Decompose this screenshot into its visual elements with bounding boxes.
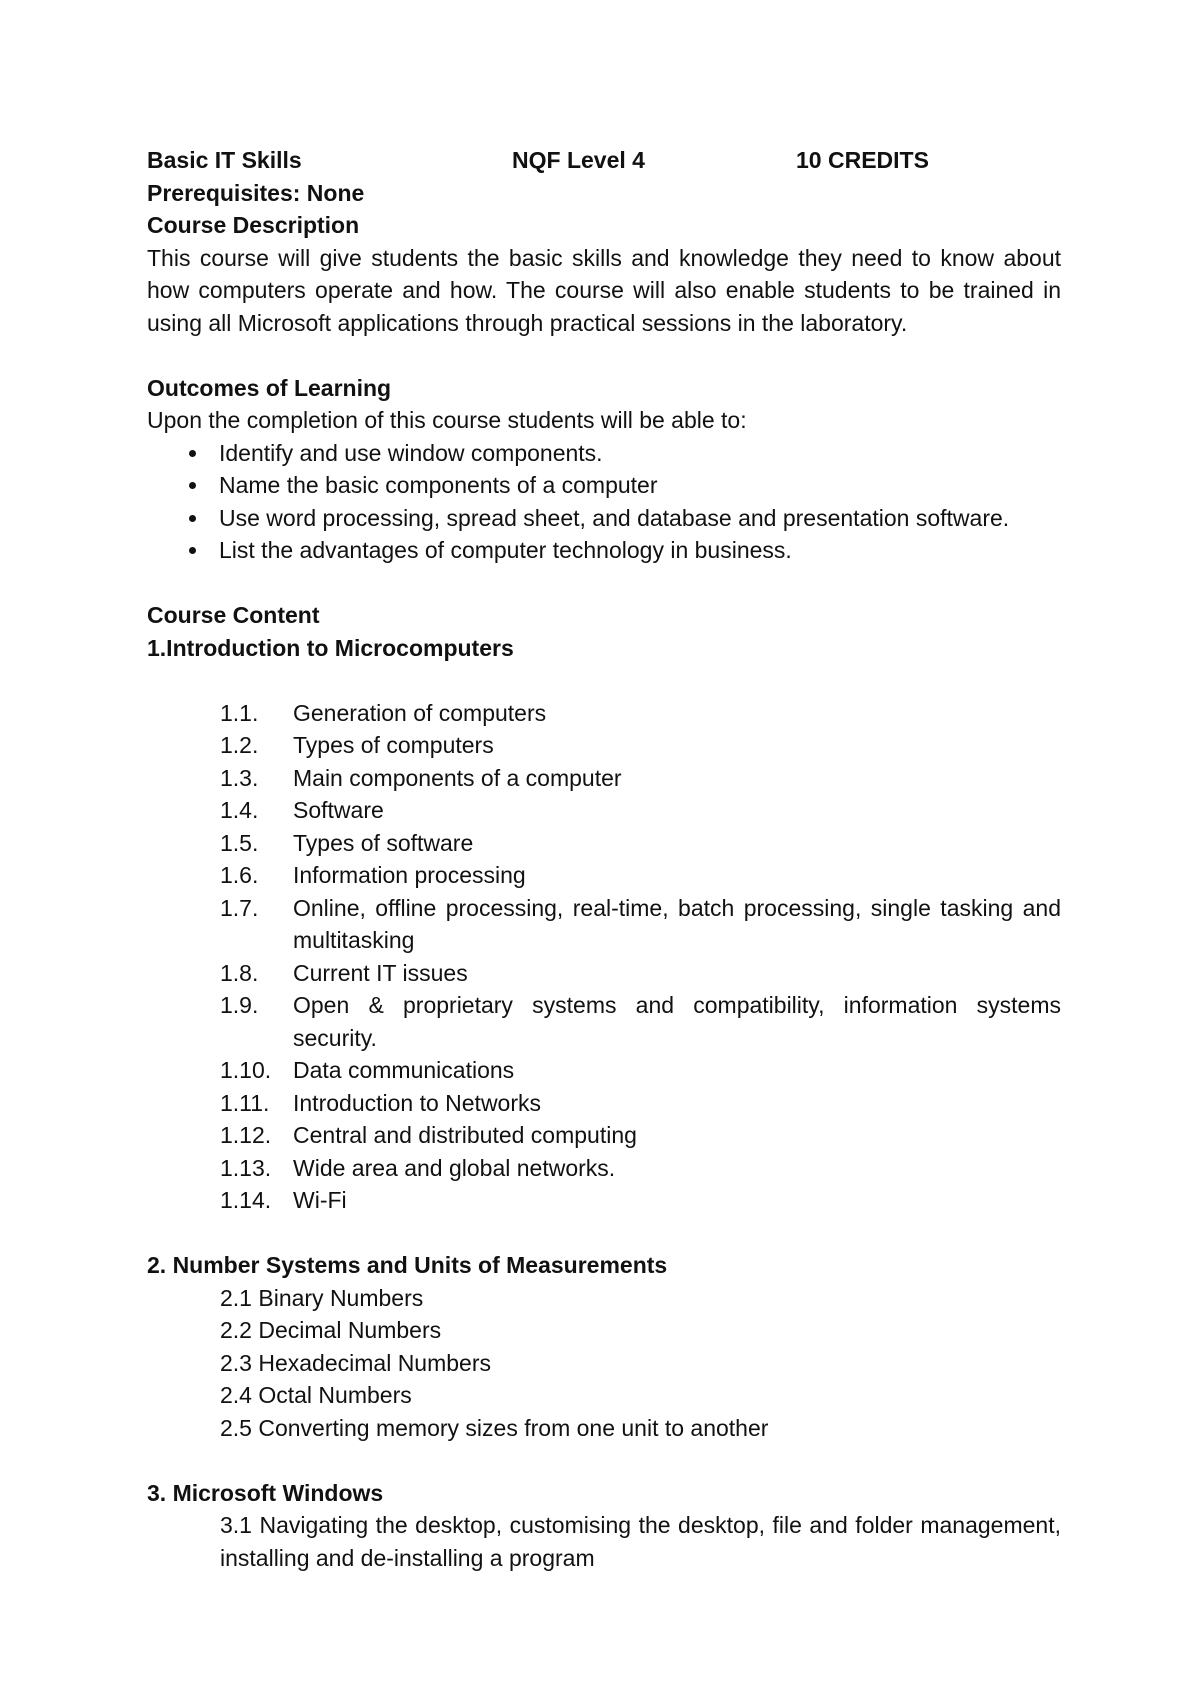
list-item: 1.12. Central and distributed computing [220, 1122, 637, 1148]
description-text: This course will give students the basic skills and knowledge they need to know about how computers operate and how. The course will also enable students to be trained in using all Microsoft applications through practical sessions in the laboratory. [147, 244, 1061, 336]
list-item: 3.1 Navigating the desktop, customising the desktop, file and folder management, installing and de-installing a program [220, 1512, 1061, 1571]
list-item: 1.8. Current IT issues [220, 959, 468, 986]
prerequisites: Prerequisites: None [147, 179, 365, 206]
bullet-icon [189, 547, 196, 554]
list-item: 2.5 Converting memory sizes from one unit to another [220, 1414, 769, 1441]
course-title: Basic IT Skills [147, 147, 302, 173]
list-item: 1.11. Introduction to Networks [220, 1089, 542, 1116]
list-item: 1.7. Online, offline processing, real-time, batch processing, single tasking and multitasking [220, 894, 1061, 953]
outcome-item: List the advantages of computer technology in business. [147, 534, 1061, 567]
list-item: 1.4. Software [220, 797, 384, 823]
course-header [147, 144, 1061, 177]
section2-list [147, 1282, 1061, 1445]
nqf-level: NQF Level 4 [512, 147, 645, 173]
list-item: 1.10. Data communications [220, 1057, 515, 1083]
outcome-item: Use word processing, spread sheet, and database and presentation software. [147, 502, 1061, 535]
list-item: 2.1 Binary Numbers [220, 1284, 424, 1311]
outcome-item: Identify and use window components. [147, 437, 1061, 470]
bullet-icon [189, 515, 196, 522]
content-heading: Course Content [147, 602, 320, 628]
list-item: 1.13. Wide area and global networks. [220, 1154, 616, 1181]
list-item: 1.2. Types of computers [220, 732, 494, 758]
list-item: 2.2 Decimal Numbers [220, 1317, 442, 1343]
course-credits: 10 CREDITS [796, 147, 929, 173]
list-item: 1.1. Generation of computers [220, 699, 547, 726]
list-item: 1.14. Wi-Fi [220, 1187, 347, 1213]
outcomes-heading: Outcomes of Learning [147, 374, 392, 401]
section2-title: 2. Number Systems and Units of Measurements [147, 1252, 668, 1278]
section3-title: 3. Microsoft Windows [147, 1479, 384, 1506]
section1-title: 1.Introduction to Microcomputers [147, 634, 514, 661]
list-item: 1.5. Types of software [220, 829, 474, 856]
description-heading: Course Description [147, 212, 360, 238]
list-item: 2.4 Octal Numbers [220, 1382, 412, 1408]
outcomes-list [147, 437, 1061, 567]
list-item: 1.3. Main components of a computer [220, 764, 622, 791]
list-item: 2.3 Hexadecimal Numbers [220, 1349, 492, 1376]
list-item: 1.6. Information processing [220, 862, 526, 888]
outcome-item: Name the basic components of a computer [147, 469, 1061, 502]
bullet-icon [189, 450, 196, 457]
outcomes-intro: Upon the completion of this course students will be able to: [147, 407, 747, 433]
document-page [147, 144, 1061, 1574]
list-item: 1.9. Open & proprietary systems and compatibility, information systems security. [220, 992, 1061, 1051]
bullet-icon [189, 482, 196, 489]
section1-list [147, 697, 1061, 1217]
